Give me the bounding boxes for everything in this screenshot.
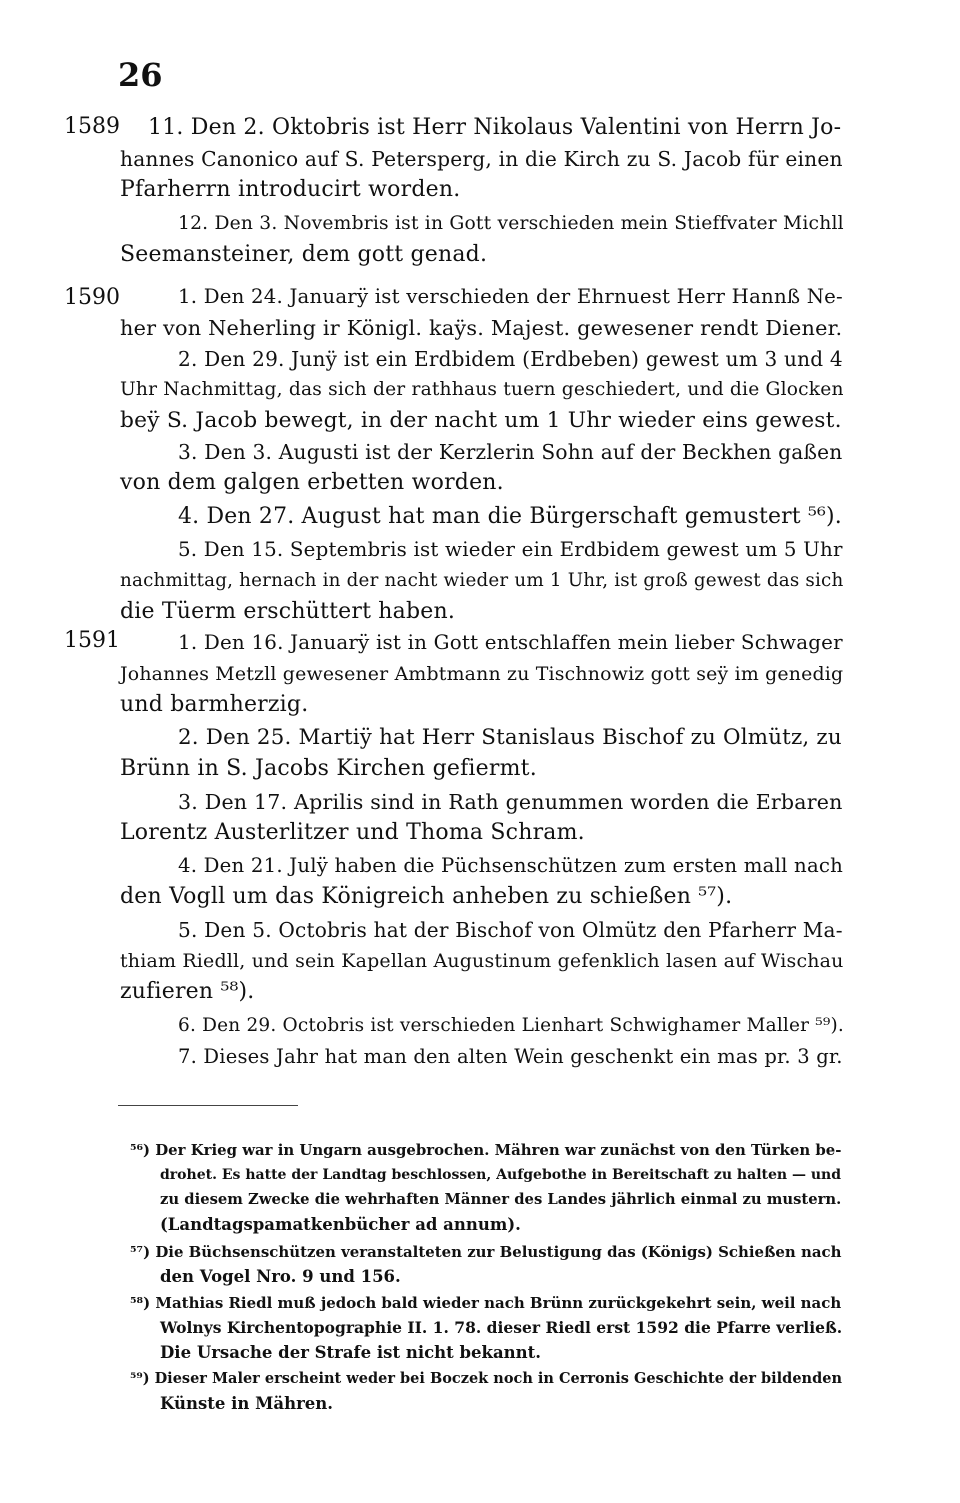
text-line: Brünn in S. Jacobs Kirchen gefiermt. xyxy=(120,756,537,781)
footnote-line: ⁵⁹) Dieser Maler erscheint weder bei Boczek noch in Cerronis Geschichte der bildenden xyxy=(130,1370,842,1387)
text-line: 1. Den 24. Januarÿ ist verschieden der Ehrnuest Herr Hannß Ne- xyxy=(178,285,843,308)
year-1591: 1591 xyxy=(64,628,120,653)
text-line: Seemansteiner, dem gott genad. xyxy=(120,242,488,267)
footnote-line: den Vogel Nro. 9 und 156. xyxy=(160,1267,401,1286)
text-line: beÿ S. Jacob bewegt, in der nacht um 1 Uhr wieder eins gewest. xyxy=(120,408,842,433)
footnote-line: drohet. Es hatte der Landtag beschlossen, Aufgebothe in Bereitschaft zu halten — und xyxy=(160,1167,842,1183)
text-line: 3. Den 3. Augusti ist der Kerzlerin Sohn auf der Beckhen gaßen xyxy=(178,440,843,464)
text-line: zufieren ⁵⁸). xyxy=(120,979,255,1004)
text-line: 3. Den 17. Aprilis sind in Rath genummen worden die Erbaren xyxy=(178,790,843,814)
footnote-line: Die Ursache der Strafe ist nicht bekannt. xyxy=(160,1343,542,1362)
text-line: hannes Canonico auf S. Petersperg, in die Kirch zu S. Jacob für einen xyxy=(120,147,843,171)
footnote-line: Künste in Mähren. xyxy=(160,1394,334,1413)
text-line: 2. Den 29. Junÿ ist ein Erdbidem (Erdbeben) gewest um 3 und 4 xyxy=(178,347,843,371)
text-line: 12. Den 3. Novembris ist in Gott verschieden mein Stieffvater Michll xyxy=(178,213,844,234)
page-number: 26 xyxy=(118,56,163,94)
text-line: Uhr Nachmittag, das sich der rathhaus tuern geschiedert, und die Glocken xyxy=(120,379,844,400)
text-line: 4. Den 27. August hat man die Bürgerschaft gemustert ⁵⁶). xyxy=(178,504,842,529)
text-line: von dem galgen erbetten worden. xyxy=(120,470,504,495)
year-1589: 1589 xyxy=(64,114,120,139)
text-line: 1. Den 16. Januarÿ ist in Gott entschlaffen mein lieber Schwager xyxy=(178,631,843,654)
text-line: thiam Riedll, und sein Kapellan Augustinum gefenklich lasen auf Wischau xyxy=(120,950,844,972)
text-line: 4. Den 21. Julÿ haben die Püchsenschützen zum ersten mall nach xyxy=(178,854,844,877)
footnote-line: zu diesem Zwecke die wehrhaften Männer des Landes jährlich einmal zu mustern. xyxy=(160,1191,842,1208)
text-line: 5. Den 15. Septembris ist wieder ein Erdbidem gewest um 5 Uhr xyxy=(178,538,843,561)
text-line: 6. Den 29. Octobris ist verschieden Lienhart Schwighamer Maller ⁵⁹). xyxy=(178,1015,845,1036)
text-line: nachmittag, hernach in der nacht wieder um 1 Uhr, ist groß gewest das sich xyxy=(120,570,844,591)
text-line: her von Neherling ir Königl. kaÿs. Majest. gewesener rendt Diener. xyxy=(120,316,843,340)
footnote-line: ⁵⁶) Der Krieg war in Ungarn ausgebrochen. Mähren war zunächst von den Türken be- xyxy=(130,1141,842,1159)
footnote-line: Wolnys Kirchentopographie II. 1. 78. dieser Riedl erst 1592 die Pfarre verließ. xyxy=(160,1318,843,1337)
year-1590: 1590 xyxy=(64,285,120,310)
text-line: die Tüerm erschüttert haben. xyxy=(120,599,456,624)
text-line: den Vogll um das Königreich anheben zu schießen ⁵⁷). xyxy=(120,884,733,909)
text-line: Johannes Metzll gewesener Ambtmann zu Tischnowiz gott seÿ im genedig xyxy=(120,663,844,685)
footnote-line: ⁵⁷) Die Büchsenschützen veranstalteten zur Belustigung das (Königs) Schießen nach xyxy=(130,1243,842,1261)
text-line: Pfarherrn introducirt worden. xyxy=(120,177,461,202)
text-line: Lorentz Austerlitzer und Thoma Schram. xyxy=(120,820,585,845)
text-line: 11. Den 2. Oktobris ist Herr Nikolaus Valentini von Herrn Jo- xyxy=(148,115,842,140)
text-line: 5. Den 5. Octobris hat der Bischof von Olmütz den Pfarherr Ma- xyxy=(178,918,843,942)
text-line: 7. Dieses Jahr hat man den alten Wein geschenkt ein mas pr. 3 gr. xyxy=(178,1045,843,1068)
text-line: und barmherzig. xyxy=(120,692,309,717)
footnote-line: ⁵⁸) Mathias Riedl muß jedoch bald wieder nach Brünn zurückgekehrt sein, weil nach xyxy=(130,1294,842,1312)
footnote-line: (Landtagspamatkenbücher ad annum). xyxy=(160,1215,521,1234)
footnote-divider xyxy=(118,1105,298,1106)
text-line: 2. Den 25. Martiÿ hat Herr Stanislaus Bischof zu Olmütz, zu xyxy=(178,725,842,750)
